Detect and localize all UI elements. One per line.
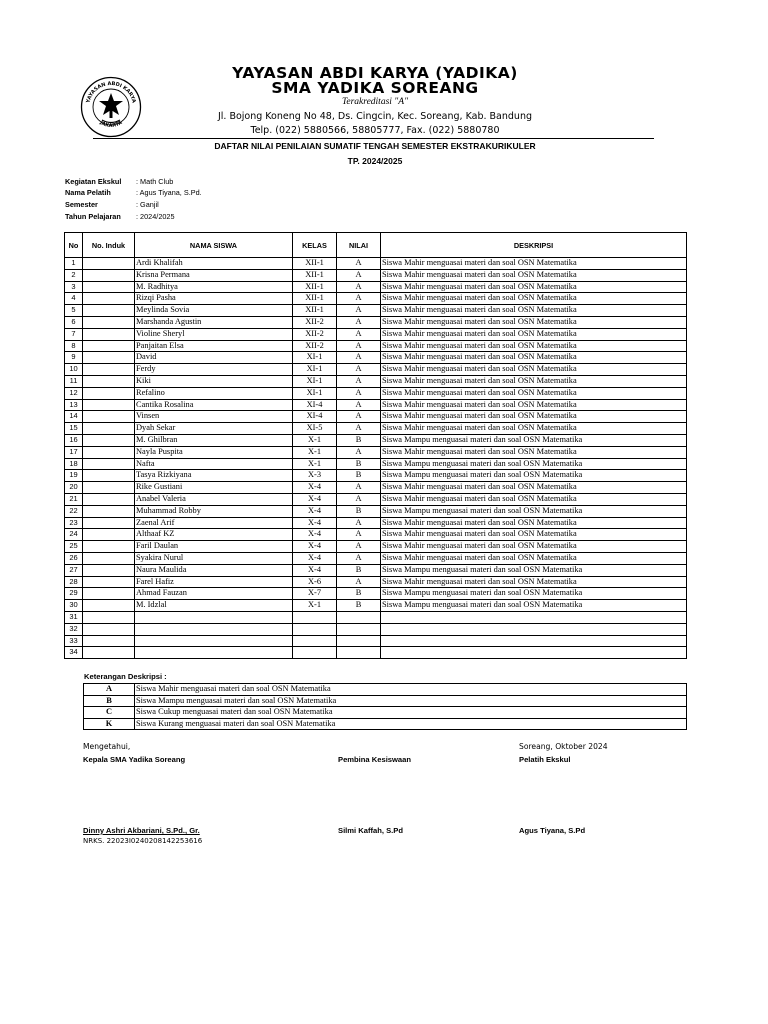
table-row [65, 364, 687, 376]
cell-desk [381, 611, 687, 623]
cell-nama [135, 647, 293, 659]
cell-induk [83, 364, 135, 376]
cell-nilai: A [337, 340, 381, 352]
cell-no: 15 [65, 423, 83, 435]
cell-kelas: XI-1 [293, 352, 337, 364]
cell-induk [83, 623, 135, 635]
table-row [65, 305, 687, 317]
pembina-title: Pembina Kesiswaan [338, 755, 412, 764]
info-label-tahun: Tahun Pelajaran [65, 212, 121, 221]
cell-no: 18 [65, 458, 83, 470]
cell-nama: Violine Sheryl [135, 328, 293, 340]
cell-nama: Nafta [135, 458, 293, 470]
cell-kelas: X-1 [293, 434, 337, 446]
cell-desk [381, 635, 687, 647]
cell-nama [135, 635, 293, 647]
cell-nama: Nayla Puspita [135, 446, 293, 458]
table-row [65, 328, 687, 340]
cell-nilai: A [337, 399, 381, 411]
cell-desk: Siswa Mahir menguasai materi dan soal OSN Matematika [381, 411, 687, 423]
cell-nilai: A [337, 293, 381, 305]
cell-kelas: XI-5 [293, 423, 337, 435]
table-row [65, 399, 687, 411]
cell-desk: Siswa Mampu menguasai materi dan soal OSN Matematika [381, 470, 687, 482]
cell-nilai [337, 611, 381, 623]
info-label-semester: Semester [65, 200, 98, 209]
cell-nilai: A [337, 305, 381, 317]
cell-no: 32 [65, 623, 83, 635]
cell-kelas: XI-1 [293, 364, 337, 376]
cell-nilai: A [337, 446, 381, 458]
table-row [65, 611, 687, 623]
cell-kelas: X-3 [293, 470, 337, 482]
cell-no: 27 [65, 564, 83, 576]
table-row [65, 541, 687, 553]
keterangan-row [84, 695, 687, 707]
table-row [65, 493, 687, 505]
table-row [65, 482, 687, 494]
cell-nama: Althaaf KZ [135, 529, 293, 541]
cell-kelas [293, 647, 337, 659]
cell-nama: Ardi Khalifah [135, 258, 293, 270]
keterangan-code: C [84, 707, 135, 719]
info-label-kegiatan: Kegiatan Ekskul [65, 177, 122, 186]
table-row [65, 434, 687, 446]
cell-no: 34 [65, 647, 83, 659]
cell-nilai [337, 623, 381, 635]
pembina-name: Silmi Kaffah, S.Pd [338, 826, 403, 835]
cell-nilai: A [337, 517, 381, 529]
cell-no: 28 [65, 576, 83, 588]
table-row [65, 600, 687, 612]
cell-nilai: A [337, 482, 381, 494]
nrks-text: NRKS. 22023I0240208142253616 [83, 837, 203, 845]
cell-nama: Syakira Nurul [135, 552, 293, 564]
cell-kelas: XI-1 [293, 375, 337, 387]
cell-nama: Marshanda Agustin [135, 316, 293, 328]
cell-nilai: B [337, 505, 381, 517]
academic-year: TP. 2024/2025 [347, 156, 403, 166]
cell-kelas: XII-2 [293, 340, 337, 352]
cell-induk [83, 328, 135, 340]
header-divider [93, 138, 654, 139]
info-value-pelatih: : Agus Tiyana, S.Pd. [136, 188, 202, 197]
kepala-title: Kepala SMA Yadika Soreang [83, 755, 186, 764]
cell-induk [83, 470, 135, 482]
cell-nama: Vinsen [135, 411, 293, 423]
keterangan-code: A [84, 684, 135, 696]
table-row [65, 623, 687, 635]
cell-desk: Siswa Mampu menguasai materi dan soal OSN Matematika [381, 458, 687, 470]
cell-desk: Siswa Mahir menguasai materi dan soal OSN Matematika [381, 446, 687, 458]
cell-induk [83, 352, 135, 364]
cell-induk [83, 482, 135, 494]
cell-kelas: X-1 [293, 600, 337, 612]
header-no: No [65, 233, 83, 258]
cell-desk: Siswa Mampu menguasai materi dan soal OSN Matematika [381, 434, 687, 446]
header-induk: No. Induk [83, 233, 135, 258]
table-row [65, 470, 687, 482]
keterangan-desc: Siswa Cukup menguasai materi dan soal OSN Matematika [135, 707, 687, 719]
cell-desk: Siswa Mampu menguasai materi dan soal OSN Matematika [381, 600, 687, 612]
cell-desk: Siswa Mahir menguasai materi dan soal OSN Matematika [381, 399, 687, 411]
cell-nilai: A [337, 328, 381, 340]
cell-no: 19 [65, 470, 83, 482]
mengetahui-text: Mengetahui, [83, 742, 131, 751]
cell-nilai: A [337, 269, 381, 281]
svg-text:JAKARTA: JAKARTA [98, 119, 124, 129]
table-row [65, 529, 687, 541]
keterangan-row [84, 684, 687, 696]
cell-no: 22 [65, 505, 83, 517]
table-header-row [65, 233, 687, 258]
cell-no: 14 [65, 411, 83, 423]
cell-desk: Siswa Mampu menguasai materi dan soal OSN Matematika [381, 564, 687, 576]
cell-no: 16 [65, 434, 83, 446]
cell-kelas: XII-2 [293, 328, 337, 340]
cell-no: 5 [65, 305, 83, 317]
table-row [65, 375, 687, 387]
cell-nilai: A [337, 411, 381, 423]
cell-desk: Siswa Mampu menguasai materi dan soal OSN Matematika [381, 505, 687, 517]
cell-no: 7 [65, 328, 83, 340]
cell-desk [381, 623, 687, 635]
cell-induk [83, 493, 135, 505]
cell-induk [83, 552, 135, 564]
cell-nama: M. Radhitya [135, 281, 293, 293]
cell-induk [83, 635, 135, 647]
cell-kelas: X-4 [293, 517, 337, 529]
cell-induk [83, 611, 135, 623]
table-row [65, 269, 687, 281]
table-row [65, 517, 687, 529]
table-row [65, 352, 687, 364]
cell-nilai: B [337, 564, 381, 576]
school-title: SMA YADIKA SOREANG [271, 79, 479, 97]
cell-no: 26 [65, 552, 83, 564]
cell-desk: Siswa Mahir menguasai materi dan soal OSN Matematika [381, 258, 687, 270]
cell-kelas [293, 635, 337, 647]
cell-nama: Panjaitan Elsa [135, 340, 293, 352]
cell-desk: Siswa Mahir menguasai materi dan soal OSN Matematika [381, 328, 687, 340]
cell-nama: Faril Daulan [135, 541, 293, 553]
phone-text: Telp. (022) 5880566, 58805777, Fax. (022) 5880780 [250, 125, 500, 136]
cell-kelas [293, 611, 337, 623]
table-row [65, 411, 687, 423]
cell-no: 11 [65, 375, 83, 387]
cell-no: 1 [65, 258, 83, 270]
cell-nilai: A [337, 281, 381, 293]
cell-nilai: A [337, 387, 381, 399]
cell-kelas: X-7 [293, 588, 337, 600]
keterangan-desc: Siswa Kurang menguasai materi dan soal OSN Matematika [135, 718, 687, 730]
cell-no: 30 [65, 600, 83, 612]
cell-kelas: XII-2 [293, 316, 337, 328]
keterangan-table [83, 683, 687, 730]
kepala-name: Dinny Ashri Akbariani, S.Pd., Gr. [83, 826, 200, 835]
cell-induk [83, 564, 135, 576]
cell-no: 8 [65, 340, 83, 352]
cell-desk: Siswa Mahir menguasai materi dan soal OSN Matematika [381, 364, 687, 376]
cell-nilai: A [337, 576, 381, 588]
table-row [65, 576, 687, 588]
table-row [65, 387, 687, 399]
pelatih-name: Agus Tiyana, S.Pd [519, 826, 586, 835]
cell-kelas: X-6 [293, 576, 337, 588]
cell-no: 2 [65, 269, 83, 281]
cell-nama: Zaenal Arif [135, 517, 293, 529]
cell-kelas: XII-1 [293, 281, 337, 293]
cell-no: 13 [65, 399, 83, 411]
cell-induk [83, 446, 135, 458]
cell-nilai: A [337, 352, 381, 364]
cell-no: 3 [65, 281, 83, 293]
cell-induk [83, 423, 135, 435]
cell-no: 9 [65, 352, 83, 364]
info-label-pelatih: Nama Pelatih [65, 188, 111, 197]
cell-kelas: XII-1 [293, 269, 337, 281]
cell-nilai: A [337, 258, 381, 270]
cell-induk [83, 411, 135, 423]
cell-kelas: XI-4 [293, 411, 337, 423]
cell-induk [83, 305, 135, 317]
cell-desk: Siswa Mahir menguasai materi dan soal OSN Matematika [381, 517, 687, 529]
place-date: Soreang, Oktober 2024 [519, 742, 608, 751]
table-row [65, 316, 687, 328]
cell-desk: Siswa Mahir menguasai materi dan soal OSN Matematika [381, 281, 687, 293]
cell-no: 25 [65, 541, 83, 553]
cell-no: 33 [65, 635, 83, 647]
keterangan-desc: Siswa Mampu menguasai materi dan soal OSN Matematika [135, 695, 687, 707]
table-row [65, 293, 687, 305]
cell-induk [83, 316, 135, 328]
cell-nama: David [135, 352, 293, 364]
cell-nama: Ferdy [135, 364, 293, 376]
cell-desk: Siswa Mahir menguasai materi dan soal OSN Matematika [381, 423, 687, 435]
cell-desk: Siswa Mahir menguasai materi dan soal OSN Matematika [381, 293, 687, 305]
table-row [65, 635, 687, 647]
table-row [65, 505, 687, 517]
cell-no: 10 [65, 364, 83, 376]
table-row [65, 458, 687, 470]
cell-desk: Siswa Mahir menguasai materi dan soal OSN Matematika [381, 305, 687, 317]
cell-kelas: XI-4 [293, 399, 337, 411]
cell-nilai [337, 635, 381, 647]
cell-desk: Siswa Mahir menguasai materi dan soal OSN Matematika [381, 529, 687, 541]
cell-induk [83, 387, 135, 399]
school-logo [80, 76, 142, 138]
cell-induk [83, 541, 135, 553]
cell-nilai: A [337, 541, 381, 553]
cell-induk [83, 340, 135, 352]
info-value-tahun: : 2024/2025 [136, 212, 175, 221]
cell-no: 6 [65, 316, 83, 328]
address-text: Jl. Bojong Koneng No 48, Ds. Cingcin, Kec. Soreang, Kab. Bandung [217, 111, 533, 122]
cell-kelas: X-1 [293, 446, 337, 458]
cell-no: 31 [65, 611, 83, 623]
keterangan-desc: Siswa Mahir menguasai materi dan soal OSN Matematika [135, 684, 687, 696]
cell-desk: Siswa Mahir menguasai materi dan soal OSN Matematika [381, 541, 687, 553]
table-row [65, 552, 687, 564]
cell-nilai: B [337, 600, 381, 612]
cell-desk: Siswa Mahir menguasai materi dan soal OSN Matematika [381, 352, 687, 364]
cell-induk [83, 505, 135, 517]
cell-nama: Cantika Rosalina [135, 399, 293, 411]
cell-nama: M. Ghilbran [135, 434, 293, 446]
cell-nama: M. Idzlal [135, 600, 293, 612]
info-value-kegiatan: : Math Club [136, 177, 174, 186]
table-row [65, 446, 687, 458]
cell-desk: Siswa Mahir menguasai materi dan soal OSN Matematika [381, 269, 687, 281]
cell-induk [83, 434, 135, 446]
keterangan-row [84, 718, 687, 730]
cell-nilai [337, 647, 381, 659]
cell-desk: Siswa Mahir menguasai materi dan soal OSN Matematika [381, 493, 687, 505]
keterangan-row [84, 707, 687, 719]
cell-induk [83, 529, 135, 541]
foundation-title: YAYASAN ABDI KARYA (YADIKA) [232, 64, 518, 82]
cell-nama: Meylinda Sovia [135, 305, 293, 317]
table-body [65, 258, 687, 659]
cell-no: 4 [65, 293, 83, 305]
cell-induk [83, 399, 135, 411]
cell-nama [135, 611, 293, 623]
cell-induk [83, 293, 135, 305]
cell-kelas: X-4 [293, 529, 337, 541]
cell-induk [83, 258, 135, 270]
cell-nilai: B [337, 588, 381, 600]
keterangan-body [84, 684, 687, 730]
table-row [65, 281, 687, 293]
cell-nilai: A [337, 552, 381, 564]
keterangan-code: B [84, 695, 135, 707]
cell-desk: Siswa Mahir menguasai materi dan soal OSN Matematika [381, 482, 687, 494]
cell-kelas: X-4 [293, 564, 337, 576]
cell-kelas: X-4 [293, 552, 337, 564]
seal-icon [80, 76, 142, 138]
cell-desk: Siswa Mahir menguasai materi dan soal OSN Matematika [381, 316, 687, 328]
cell-nama: Refalino [135, 387, 293, 399]
table-row [65, 647, 687, 659]
accreditation-text: Terakreditasi "A" [341, 97, 409, 107]
cell-kelas: X-1 [293, 458, 337, 470]
cell-desk: Siswa Mampu menguasai materi dan soal OSN Matematika [381, 588, 687, 600]
grades-table [64, 232, 687, 659]
cell-no: 20 [65, 482, 83, 494]
cell-desk: Siswa Mahir menguasai materi dan soal OSN Matematika [381, 340, 687, 352]
cell-kelas: XII-1 [293, 293, 337, 305]
cell-nilai: A [337, 375, 381, 387]
cell-induk [83, 600, 135, 612]
cell-nama: Rike Gustiani [135, 482, 293, 494]
cell-nama [135, 623, 293, 635]
cell-nama: Kiki [135, 375, 293, 387]
header-nilai: NILAI [337, 233, 381, 258]
document-title: DAFTAR NILAI PENILAIAN SUMATIF TENGAH SEMESTER EKSTRAKURIKULER [214, 141, 536, 151]
table-row [65, 564, 687, 576]
header-kelas: KELAS [293, 233, 337, 258]
table-row [65, 340, 687, 352]
cell-induk [83, 517, 135, 529]
cell-kelas: XII-1 [293, 305, 337, 317]
cell-nama: Muhammad Robby [135, 505, 293, 517]
cell-kelas [293, 623, 337, 635]
cell-kelas: XII-1 [293, 258, 337, 270]
cell-nama: Anabel Valeria [135, 493, 293, 505]
cell-nama: Naura Maulida [135, 564, 293, 576]
header-deskripsi: DESKRIPSI [381, 233, 687, 258]
cell-no: 17 [65, 446, 83, 458]
cell-nama: Dyah Sekar [135, 423, 293, 435]
cell-nama: Farel Hafiz [135, 576, 293, 588]
cell-nilai: B [337, 470, 381, 482]
cell-no: 23 [65, 517, 83, 529]
cell-induk [83, 375, 135, 387]
cell-induk [83, 458, 135, 470]
cell-nilai: B [337, 458, 381, 470]
cell-desk: Siswa Mahir menguasai materi dan soal OSN Matematika [381, 387, 687, 399]
cell-kelas: X-4 [293, 493, 337, 505]
cell-induk [83, 588, 135, 600]
cell-kelas: X-4 [293, 541, 337, 553]
cell-nama: Krisna Permana [135, 269, 293, 281]
cell-desk: Siswa Mahir menguasai materi dan soal OSN Matematika [381, 375, 687, 387]
cell-induk [83, 576, 135, 588]
cell-desk: Siswa Mahir menguasai materi dan soal OSN Matematika [381, 552, 687, 564]
cell-nama: Rizqi Pasha [135, 293, 293, 305]
cell-kelas: XI-1 [293, 387, 337, 399]
cell-nilai: A [337, 529, 381, 541]
cell-induk [83, 647, 135, 659]
cell-nilai: A [337, 423, 381, 435]
svg-text:YAYASAN ABDI KARYA: YAYASAN ABDI KARYA [85, 80, 137, 104]
cell-induk [83, 281, 135, 293]
header-nama: NAMA SISWA [135, 233, 293, 258]
info-value-semester: : Ganjil [136, 200, 159, 209]
cell-nilai: A [337, 364, 381, 376]
cell-induk [83, 269, 135, 281]
cell-nilai: B [337, 434, 381, 446]
cell-no: 21 [65, 493, 83, 505]
table-row [65, 588, 687, 600]
cell-kelas: X-4 [293, 505, 337, 517]
cell-no: 12 [65, 387, 83, 399]
table-row [65, 258, 687, 270]
cell-no: 29 [65, 588, 83, 600]
cell-nama: Tasya Rizkiyana [135, 470, 293, 482]
pelatih-title: Pelatih Ekskul [519, 755, 571, 764]
cell-nilai: A [337, 493, 381, 505]
cell-nilai: A [337, 316, 381, 328]
keterangan-title: Keterangan Deskripsi : [84, 672, 167, 681]
cell-no: 24 [65, 529, 83, 541]
table-row [65, 423, 687, 435]
cell-desk [381, 647, 687, 659]
keterangan-code: K [84, 718, 135, 730]
cell-desk: Siswa Mahir menguasai materi dan soal OSN Matematika [381, 576, 687, 588]
cell-kelas: X-4 [293, 482, 337, 494]
cell-nama: Ahmad Fauzan [135, 588, 293, 600]
